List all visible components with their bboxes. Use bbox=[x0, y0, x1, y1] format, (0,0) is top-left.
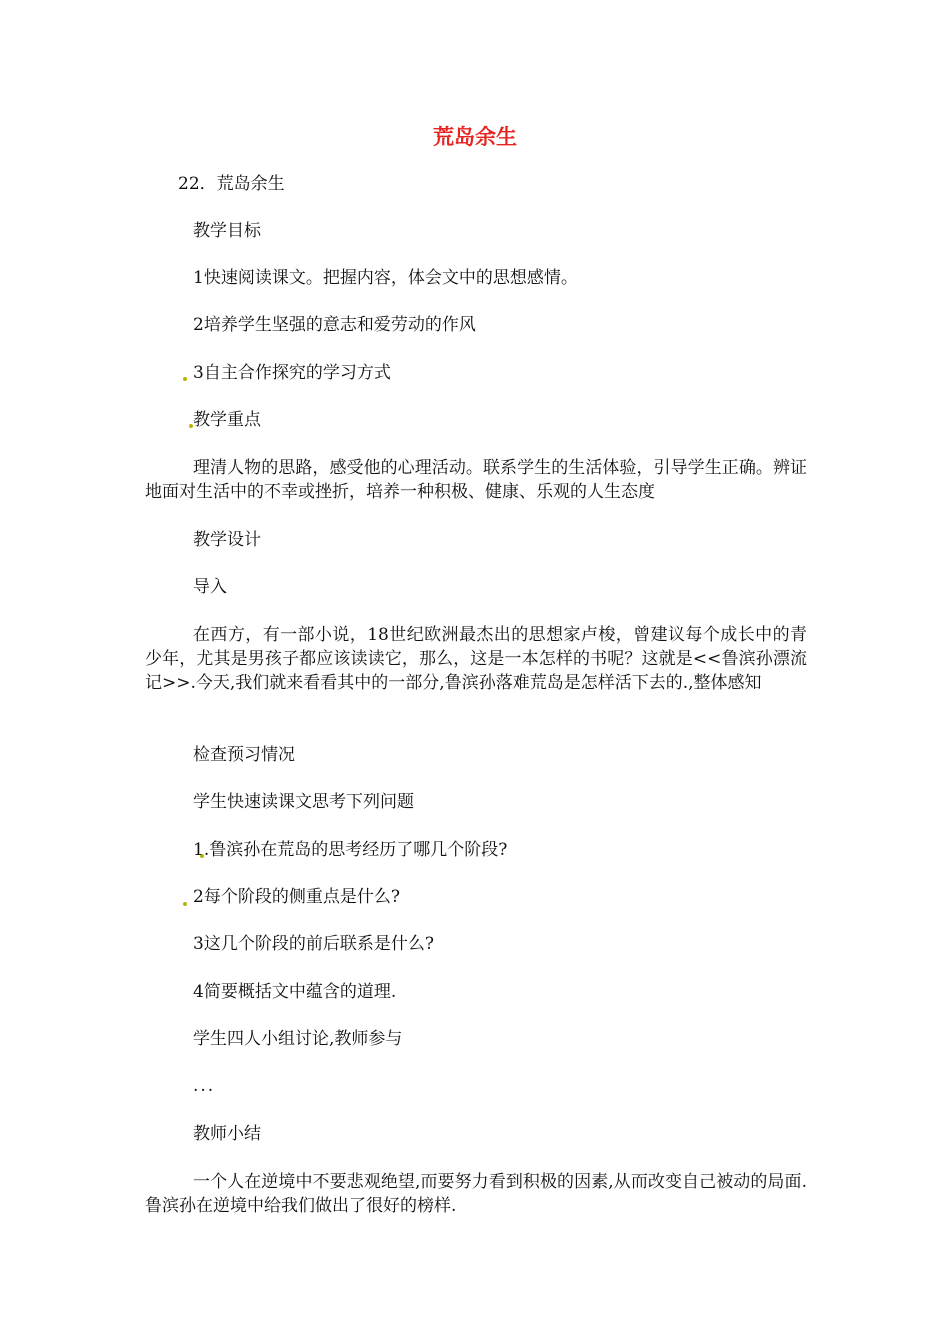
question-2: 2每个阶段的侧重点是什么? bbox=[193, 887, 400, 907]
margin-marker bbox=[183, 377, 187, 381]
questions-intro: 学生快速读课文思考下列问题 bbox=[193, 792, 414, 812]
question-3: 3这几个阶段的前后联系是什么? bbox=[193, 934, 434, 954]
group-discussion: 学生四人小组讨论,教师参与 bbox=[193, 1029, 403, 1049]
objectives-heading: 教学目标 bbox=[193, 221, 261, 241]
question-4: 4简要概括文中蕴含的道理. bbox=[193, 982, 397, 1002]
document-title: 荒岛余生 bbox=[433, 125, 517, 149]
objective-1: 1快速阅读课文。把握内容，体会文中的思想感情。 bbox=[193, 268, 578, 288]
focus-text: 理清人物的思路，感受他的心理活动。联系学生的生活体验，引导学生正确。辨证地面对生活中的不幸或挫折，培养一种积极、健康、乐观的人生态度 bbox=[145, 458, 807, 502]
summary-text: 一个人在逆境中不要悲观绝望,而要努力看到积极的因素,从而改变自己被动的局面.鲁滨孙在逆境中给我们做出了很好的榜样. bbox=[145, 1172, 807, 1216]
summary-heading: 教师小结 bbox=[193, 1124, 261, 1144]
objective-3: 3自主合作探究的学习方式 bbox=[193, 363, 391, 383]
focus-heading: 教学重点 bbox=[193, 410, 261, 430]
intro-heading: 导入 bbox=[193, 577, 227, 597]
lesson-heading: 22．荒岛余生 bbox=[178, 174, 285, 194]
margin-marker bbox=[183, 902, 187, 906]
intro-text: 在西方，有一部小说，18世纪欧洲最杰出的思想家卢梭，曾建议每个成长中的青少年，尤其是男孩子都应该读读它，那么，这是一本怎样的书呢？这就是<<鲁滨孙漂流记>>.今天,我们就来看看其中的一部分,鲁滨孙落难荒岛是怎样活下去的.,整体感知 bbox=[145, 625, 807, 693]
question-1: 1.鲁滨孙在荒岛的思考经历了哪几个阶段? bbox=[193, 840, 508, 860]
objective-2: 2培养学生坚强的意志和爱劳动的作风 bbox=[193, 315, 476, 335]
ellipsis: ... bbox=[193, 1076, 216, 1096]
preview-heading: 检查预习情况 bbox=[193, 745, 295, 765]
design-heading: 教学设计 bbox=[193, 530, 261, 550]
